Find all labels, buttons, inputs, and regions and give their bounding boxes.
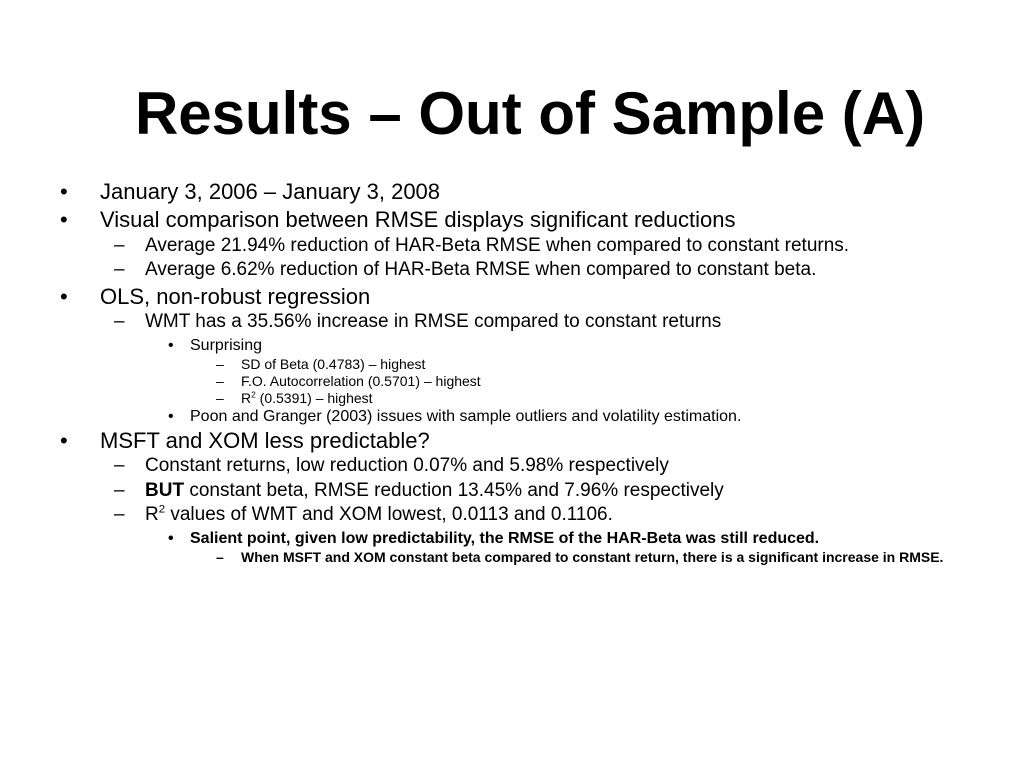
dash-marker: – <box>114 259 125 281</box>
level4-item <box>0 357 1024 372</box>
level3-item <box>0 530 1024 547</box>
bullet-marker: • <box>60 283 68 309</box>
dash-marker: – <box>216 373 224 390</box>
bullet-item <box>0 285 1024 309</box>
level4-text: When MSFT and XOM constant beta compared to constant return, there is a significant increase in RMSE. <box>241 549 944 566</box>
sub-bullet-text: Average 21.94% reduction of HAR-Beta RMSE when compared to constant returns. <box>145 234 850 256</box>
r-symbol: R <box>145 504 159 526</box>
level3-item <box>0 408 1024 425</box>
bullet-item <box>0 429 1024 453</box>
but-rest: constant beta, RMSE reduction 13.45% and 7.96% respectively <box>184 479 724 501</box>
dash-marker: – <box>114 479 125 501</box>
slide-content <box>0 180 1024 567</box>
sub-bullet-item <box>0 236 1024 257</box>
sub-bullet-text <box>145 481 935 502</box>
but-emphasis: BUT <box>145 479 185 501</box>
dash-marker: – <box>114 504 125 526</box>
sub-bullet-item <box>0 456 1024 477</box>
dash-marker: – <box>216 356 224 373</box>
sub-bullet-text <box>145 505 935 526</box>
level3-item <box>0 337 1024 354</box>
bullet-marker: • <box>60 179 68 204</box>
level3-text: Salient point, given low predictability, the RMSE of the HAR-Beta was still reduced. <box>190 529 820 547</box>
bullet-marker: • <box>168 336 174 354</box>
superscript: 2 <box>158 504 166 517</box>
level4-item <box>0 550 1024 565</box>
sub-bullet-text: WMT has a 35.56% increase in RMSE compared to constant returns <box>145 311 722 333</box>
bullet-marker: • <box>168 529 174 547</box>
r-squared-text: values of WMT and XOM lowest, 0.0113 and 0.1106. <box>165 504 613 526</box>
dash-marker: – <box>114 455 125 477</box>
bullet-text: OLS, non-robust regression <box>100 283 371 309</box>
r-symbol: R <box>241 390 252 407</box>
superscript: 2 <box>251 389 256 400</box>
bullet-text: MSFT and XOM less predictable? <box>100 427 430 453</box>
slide-title: Results – Out of Sample (A) <box>134 80 926 147</box>
sub-bullet-item <box>0 312 1024 333</box>
sub-bullet-item <box>0 505 1024 526</box>
bullet-marker: • <box>60 427 68 453</box>
level3-text: Surprising <box>190 336 263 354</box>
level3-text: Poon and Granger (2003) issues with sample outliers and volatility estimation. <box>190 408 742 426</box>
sub-bullet-text: Constant returns, low reduction 0.07% and 5.98% respectively <box>145 455 669 477</box>
level4-item <box>0 374 1024 389</box>
level4-text <box>241 391 961 406</box>
bullet-marker: • <box>168 408 174 426</box>
sub-bullet-item <box>0 481 1024 502</box>
level4-text: SD of Beta (0.4783) – highest <box>241 356 426 373</box>
dash-marker: – <box>114 234 125 256</box>
dash-marker: – <box>216 549 224 566</box>
r-squared-value: (0.5391) – highest <box>255 390 373 407</box>
level4-item <box>0 391 1024 406</box>
bullet-text: Visual comparison between RMSE displays significant reductions <box>100 206 736 232</box>
sub-bullet-text: Average 6.62% reduction of HAR-Beta RMSE when compared to constant beta. <box>145 259 817 281</box>
dash-marker: – <box>216 390 224 407</box>
bullet-item <box>0 180 1024 204</box>
bullet-item <box>0 208 1024 232</box>
dash-marker: – <box>114 311 125 333</box>
bullet-marker: • <box>60 206 68 232</box>
bullet-text: January 3, 2006 – January 3, 2008 <box>100 179 441 204</box>
level4-text: F.O. Autocorrelation (0.5701) – highest <box>241 373 481 390</box>
sub-bullet-item <box>0 260 1024 281</box>
